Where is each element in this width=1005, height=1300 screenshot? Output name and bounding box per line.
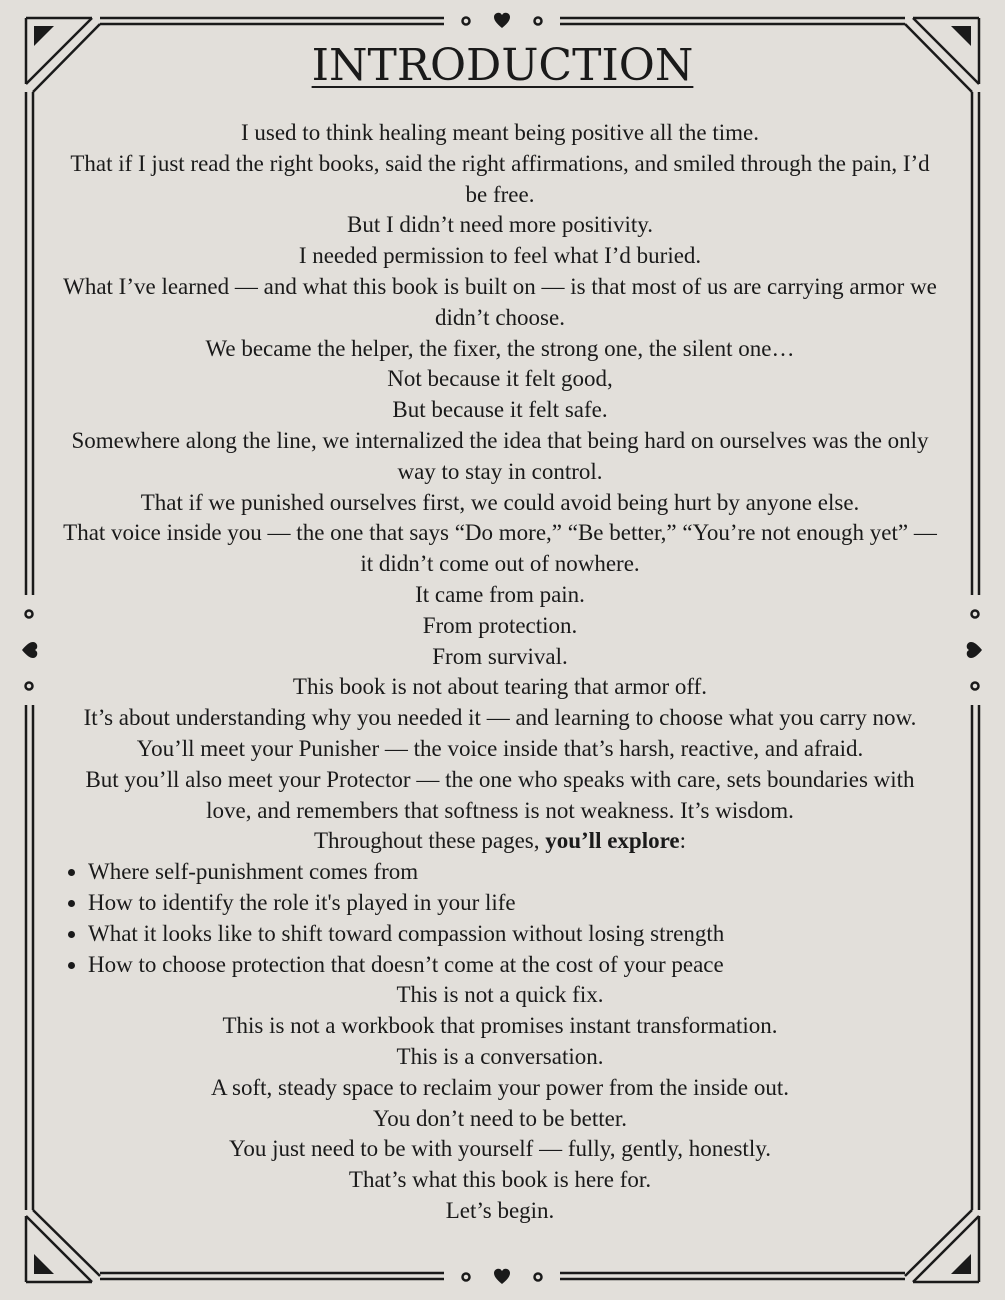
paragraph: That if we punished ourselves first, we could avoid being hurt by anyone else. [140,489,860,515]
paragraph: That if I just read the right books, said the right affirmations, and smiled through the pain, I’d be free. [70,150,930,207]
list-item: • What it looks like to shift toward compassion without losing strength [88,919,940,950]
explore-intro [60,826,940,857]
paragraph: We became the helper, the fixer, the strong one, the silent one… [205,335,795,361]
paragraph: That voice inside you — the one that says “Do more,” “Be better,” “You’re not enough yet” — it didn’t come out of nowhere. [63,520,937,577]
list-item: • How to choose protection that doesn’t come at the cost of your peace [88,950,940,981]
paragraph: From survival. [432,643,568,669]
explore-intro-prefix: Throughout these pages, [314,828,546,854]
list-item: • Where self-punishment comes from [88,857,940,888]
explore-intro-bold: you’ll explore [545,828,680,854]
paragraph: That’s what this book is here for. [348,1167,652,1193]
explore-list [60,857,940,980]
paragraph: Not because it felt good, [387,366,613,392]
paragraph: You don’t need to be better. [372,1105,628,1131]
paragraph: What I’ve learned — and what this book is built on — is that most of us are carrying armor we didn’t choose. [63,273,937,330]
paragraph: But you’ll also meet your Protector — the one who speaks with care, sets boundaries with love, and remembers that softness is not weakness. It’s wisdom. [85,766,915,823]
paragraph: But because it felt safe. [392,397,608,423]
explore-intro-suffix: : [679,828,686,854]
page-title: INTRODUCTION [311,40,694,91]
paragraph: I needed permission to feel what I’d buried. [298,243,702,269]
paragraph: A soft, steady space to reclaim your power from the inside out. [210,1074,790,1100]
list-item: • How to identify the role it's played in your life [88,888,940,919]
paragraph: You’ll meet your Punisher — the voice inside that’s harsh, reactive, and afraid. [136,735,864,761]
paragraph: From protection. [422,612,578,638]
paragraph: Let’s begin. [445,1197,555,1223]
paragraph: This is a conversation. [396,1043,604,1069]
paragraph: It’s about understanding why you needed it — and learning to choose what you carry now. [83,705,917,731]
introduction-body [60,118,940,1227]
paragraph: You just need to be with yourself — fully, gently, honestly. [229,1136,771,1162]
paragraph: This book is not about tearing that armor off. [292,674,708,700]
paragraph: I used to think healing meant being positive all the time. [240,120,760,145]
paragraph: But I didn’t need more positivity. [347,212,653,238]
paragraph: This is not a workbook that promises instant transformation. [222,1013,778,1039]
paragraph: This is not a quick fix. [396,982,604,1008]
paragraph: It came from pain. [415,581,585,607]
paragraph: Somewhere along the line, we internalized the idea that being hard on ourselves was the only way to stay in control. [71,427,929,484]
